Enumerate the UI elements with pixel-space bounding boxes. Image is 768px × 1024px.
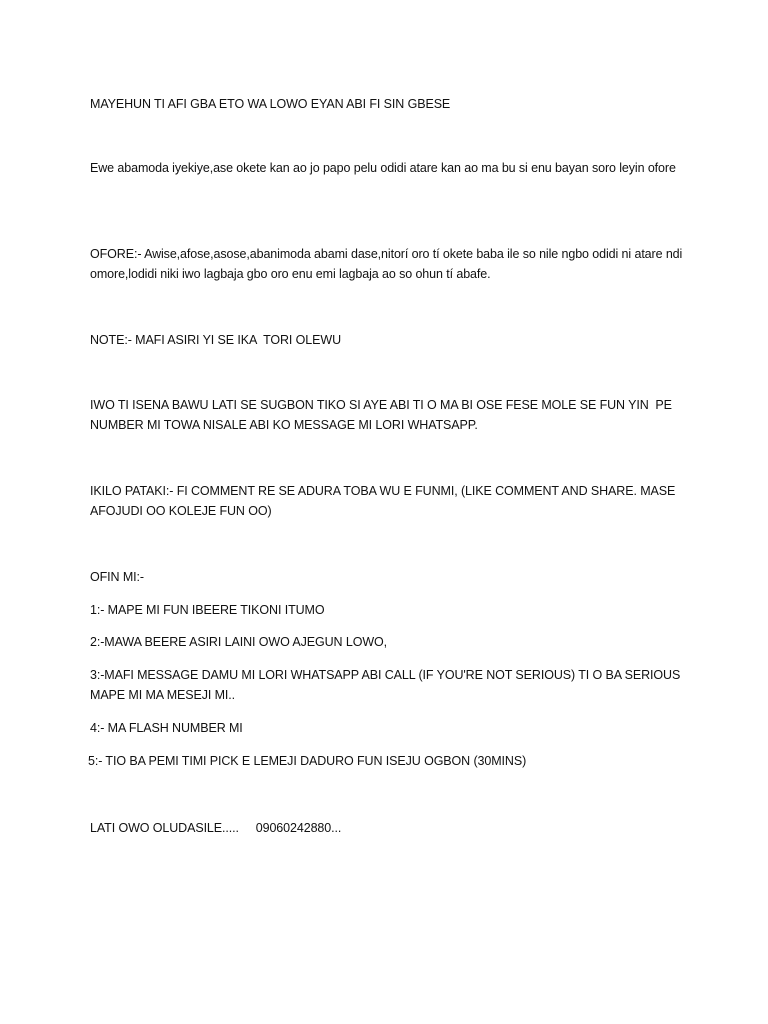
warning-paragraph: IKILO PATAKI:- FI COMMENT RE SE ADURA TOBA WU E FUNMI, (LIKE COMMENT AND SHARE. MASE AFOJUDI OO KOLEJE FUN OO) — [90, 484, 678, 518]
rule-item-3: 3:-MAFI MESSAGE DAMU MI LORI WHATSAPP ABI CALL (IF YOU'RE NOT SERIOUS) TI O BA SERIOUS MAPE MI MA MESEJI MI.. — [90, 668, 684, 702]
document-title: MAYEHUN TI AFI GBA ETO WA LOWO EYAN ABI FI SIN GBESE — [90, 97, 451, 111]
rule-item-5: 5:- TIO BA PEMI TIMI PICK E LEMEJI DADURO FUN ISEJU OGBON (30MINS) — [88, 754, 527, 768]
rule-item-2: 2:-MAWA BEERE ASIRI LAINI OWO AJEGUN LOWO, — [90, 635, 388, 649]
note-paragraph: NOTE:- MAFI ASIRI YI SE IKA TORI OLEWU — [90, 333, 342, 347]
rules-heading: OFIN MI:- — [90, 570, 144, 584]
intro-paragraph: Ewe abamoda iyekiye,ase okete kan ao jo papo pelu odidi atare kan ao ma bu si enu bayan soro leyin ofore — [90, 161, 676, 175]
instructions-paragraph: IWO TI ISENA BAWU LATI SE SUGBON TIKO SI AYE ABI TI O MA BI OSE FESE MOLE SE FUN YIN PE NUMBER MI TOWA NISALE ABI KO MESSAGE MI LORI WHATSAPP. — [90, 398, 676, 432]
contact-line: LATI OWO OLUDASILE..... 09060242880... — [90, 821, 342, 835]
rule-item-1: 1:- MAPE MI FUN IBEERE TIKONI ITUMO — [90, 603, 325, 617]
ofore-paragraph: OFORE:- Awise,afose,asose,abanimoda abami dase,nitorí oro tí okete baba ile so nile ngbo odidi ni atare ndi omore,lodidi niki iwo lagbaja gbo oro enu emi lagbaja ao so ohun tí abafe. — [90, 247, 686, 281]
rule-item-4: 4:- MA FLASH NUMBER MI — [90, 721, 243, 735]
